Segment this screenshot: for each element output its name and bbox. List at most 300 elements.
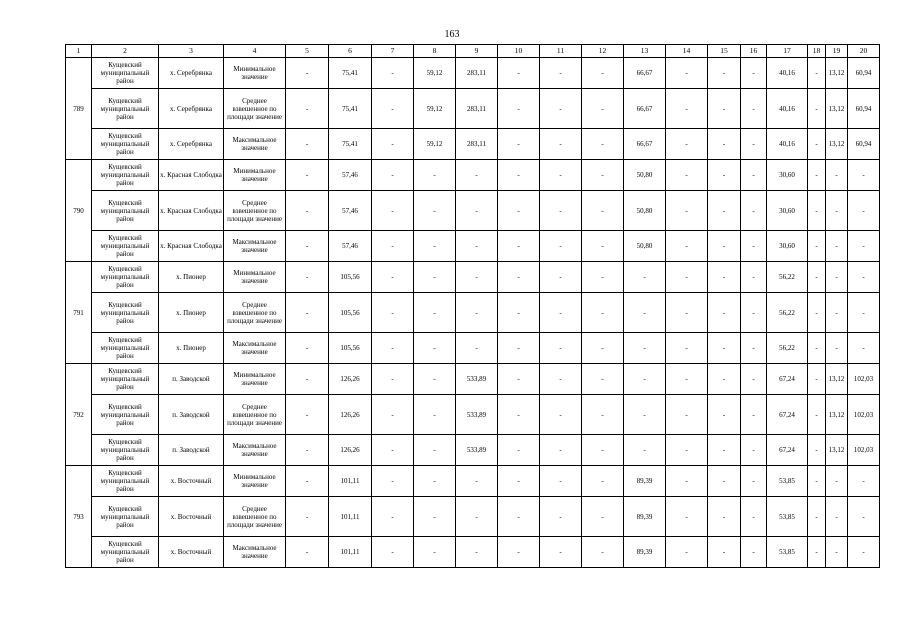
value-cell: - [708, 191, 741, 231]
value-cell: 66,67 [624, 58, 666, 89]
table-row [66, 58, 880, 89]
value-cell: - [414, 466, 456, 497]
table-row [66, 129, 880, 160]
value-cell: - [286, 231, 329, 262]
value-cell: - [808, 129, 826, 160]
locality-cell: х. Красная Слободка [159, 191, 224, 231]
page-number: 163 [444, 29, 460, 40]
locality-cell: х. Красная Слободка [159, 160, 224, 191]
value-cell: - [582, 129, 624, 160]
value-cell: - [286, 395, 329, 435]
value-cell: - [498, 497, 540, 537]
column-header: 19 [826, 45, 848, 58]
value-cell: - [741, 497, 767, 537]
table-row [66, 497, 880, 537]
value-cell: - [808, 89, 826, 129]
value-cell: - [624, 293, 666, 333]
district-cell: Кущевский муниципальный район [92, 129, 159, 160]
value-cell: - [708, 293, 741, 333]
value-cell: - [498, 58, 540, 89]
value-cell: 75,41 [329, 58, 372, 89]
value-cell: - [582, 537, 624, 568]
value-cell: - [372, 497, 414, 537]
value-cell: - [666, 537, 708, 568]
district-cell: Кущевский муниципальный район [92, 333, 159, 364]
locality-cell: п. Заводской [159, 395, 224, 435]
value-cell: 102,03 [848, 435, 880, 466]
column-number-row [66, 45, 880, 58]
value-cell: - [666, 395, 708, 435]
value-cell: - [286, 497, 329, 537]
value-cell: - [808, 395, 826, 435]
value-cell: - [498, 129, 540, 160]
value-cell: 533,89 [456, 395, 498, 435]
value-cell: - [808, 160, 826, 191]
value-cell: 126,26 [329, 435, 372, 466]
value-cell: - [540, 435, 582, 466]
value-cell: - [808, 333, 826, 364]
table-row [66, 395, 880, 435]
value-cell: - [808, 537, 826, 568]
value-cell: - [498, 333, 540, 364]
value-cell: 102,03 [848, 395, 880, 435]
value-cell: - [808, 262, 826, 293]
value-cell: - [708, 435, 741, 466]
column-header: 2 [92, 45, 159, 58]
district-cell: Кущевский муниципальный район [92, 293, 159, 333]
value-cell: - [540, 129, 582, 160]
value-type-cell: Среднее взвешенное по площади значение [224, 191, 286, 231]
value-cell: 105,56 [329, 262, 372, 293]
value-cell: - [540, 89, 582, 129]
table-row [66, 231, 880, 262]
value-cell: - [372, 466, 414, 497]
value-cell: - [666, 231, 708, 262]
value-cell: 283,11 [456, 129, 498, 160]
value-cell: 102,03 [848, 364, 880, 395]
value-cell: - [414, 333, 456, 364]
value-type-cell: Минимальное значение [224, 58, 286, 89]
value-cell: 13,12 [826, 129, 848, 160]
value-type-cell: Минимальное значение [224, 466, 286, 497]
value-cell: - [708, 58, 741, 89]
value-cell: - [582, 364, 624, 395]
value-cell: - [624, 435, 666, 466]
district-cell: Кущевский муниципальный район [92, 364, 159, 395]
value-cell: - [808, 231, 826, 262]
value-cell: - [666, 191, 708, 231]
value-cell: - [286, 293, 329, 333]
value-cell: - [848, 537, 880, 568]
value-cell: - [708, 537, 741, 568]
table-row [66, 89, 880, 129]
district-cell: Кущевский муниципальный район [92, 262, 159, 293]
value-cell: 57,46 [329, 231, 372, 262]
value-cell: - [741, 262, 767, 293]
value-cell: - [582, 466, 624, 497]
value-cell: - [624, 364, 666, 395]
value-cell: - [582, 58, 624, 89]
value-cell: - [708, 364, 741, 395]
column-header: 7 [372, 45, 414, 58]
value-cell: 53,85 [767, 537, 808, 568]
value-cell: - [582, 262, 624, 293]
value-cell: - [826, 262, 848, 293]
value-cell: 101,11 [329, 497, 372, 537]
locality-cell: х. Серебрянка [159, 58, 224, 89]
value-cell: - [286, 129, 329, 160]
value-type-cell: Среднее взвешенное по площади значение [224, 395, 286, 435]
column-header: 1 [66, 45, 92, 58]
value-cell: - [372, 333, 414, 364]
value-cell: 67,24 [767, 364, 808, 395]
value-cell: 57,46 [329, 191, 372, 231]
table-row [66, 333, 880, 364]
value-cell: 50,80 [624, 231, 666, 262]
district-cell: Кущевский муниципальный район [92, 89, 159, 129]
value-cell: - [372, 58, 414, 89]
value-cell: 75,41 [329, 89, 372, 129]
value-cell: 40,16 [767, 58, 808, 89]
value-cell: - [286, 160, 329, 191]
value-cell: - [666, 333, 708, 364]
value-type-cell: Максимальное значение [224, 435, 286, 466]
value-cell: - [372, 537, 414, 568]
locality-cell: х. Восточный [159, 497, 224, 537]
value-cell: 56,22 [767, 293, 808, 333]
value-cell: 101,11 [329, 466, 372, 497]
value-cell: - [741, 466, 767, 497]
value-type-cell: Минимальное значение [224, 262, 286, 293]
value-cell: - [666, 466, 708, 497]
value-cell: - [741, 333, 767, 364]
value-cell: - [456, 191, 498, 231]
value-cell: - [498, 160, 540, 191]
column-header: 15 [708, 45, 741, 58]
column-header: 18 [808, 45, 826, 58]
value-cell: 53,85 [767, 466, 808, 497]
value-cell: - [498, 435, 540, 466]
value-cell: 40,16 [767, 129, 808, 160]
value-cell: - [540, 395, 582, 435]
value-cell: - [741, 58, 767, 89]
value-cell: - [414, 191, 456, 231]
table-row [66, 262, 880, 293]
value-cell: - [826, 497, 848, 537]
value-cell: 50,80 [624, 191, 666, 231]
district-cell: Кущевский муниципальный район [92, 497, 159, 537]
column-header: 14 [666, 45, 708, 58]
district-cell: Кущевский муниципальный район [92, 466, 159, 497]
column-header: 20 [848, 45, 880, 58]
value-cell: - [456, 537, 498, 568]
value-type-cell: Среднее взвешенное по площади значение [224, 293, 286, 333]
value-cell: 66,67 [624, 89, 666, 129]
value-type-cell: Минимальное значение [224, 364, 286, 395]
value-cell: - [708, 160, 741, 191]
district-cell: Кущевский муниципальный район [92, 537, 159, 568]
value-cell: - [741, 435, 767, 466]
value-cell: - [540, 262, 582, 293]
value-cell: - [286, 333, 329, 364]
column-header: 11 [540, 45, 582, 58]
table-row [66, 466, 880, 497]
value-cell: 89,39 [624, 537, 666, 568]
value-cell: 53,85 [767, 497, 808, 537]
value-cell: - [826, 293, 848, 333]
value-cell: - [498, 395, 540, 435]
value-cell: - [808, 58, 826, 89]
value-cell: - [624, 333, 666, 364]
value-cell: 13,12 [826, 435, 848, 466]
value-cell: - [848, 262, 880, 293]
value-cell: - [286, 89, 329, 129]
value-cell: - [456, 160, 498, 191]
value-cell: - [540, 333, 582, 364]
value-cell: 30,60 [767, 191, 808, 231]
value-cell: - [540, 497, 582, 537]
column-header: 17 [767, 45, 808, 58]
district-cell: Кущевский муниципальный район [92, 191, 159, 231]
value-cell: 56,22 [767, 333, 808, 364]
value-cell: 60,94 [848, 129, 880, 160]
value-cell: 533,89 [456, 435, 498, 466]
value-cell: - [582, 160, 624, 191]
table-row [66, 364, 880, 395]
column-header: 10 [498, 45, 540, 58]
value-cell: 59,12 [414, 58, 456, 89]
value-cell: - [414, 364, 456, 395]
value-cell: - [741, 364, 767, 395]
value-cell: - [540, 58, 582, 89]
value-cell: 30,60 [767, 231, 808, 262]
value-cell: - [372, 293, 414, 333]
value-cell: - [582, 293, 624, 333]
value-cell: - [414, 497, 456, 537]
value-cell: - [456, 333, 498, 364]
value-cell: - [286, 191, 329, 231]
value-cell: - [286, 364, 329, 395]
value-cell: - [666, 89, 708, 129]
value-cell: 126,26 [329, 364, 372, 395]
value-cell: - [848, 293, 880, 333]
table-row [66, 160, 880, 191]
value-cell: - [666, 364, 708, 395]
locality-cell: х. Восточный [159, 537, 224, 568]
value-cell: - [708, 497, 741, 537]
locality-cell: х. Пионер [159, 293, 224, 333]
locality-cell: п. Заводской [159, 364, 224, 395]
district-cell: Кущевский муниципальный район [92, 395, 159, 435]
value-cell: 13,12 [826, 364, 848, 395]
value-cell: - [666, 58, 708, 89]
district-cell: Кущевский муниципальный район [92, 231, 159, 262]
value-cell: - [498, 293, 540, 333]
row-number: 791 [66, 262, 92, 364]
value-cell: - [498, 466, 540, 497]
value-cell: 126,26 [329, 395, 372, 435]
value-cell: 60,94 [848, 89, 880, 129]
value-cell: - [741, 395, 767, 435]
value-cell: - [666, 435, 708, 466]
value-cell: - [582, 89, 624, 129]
value-cell: - [741, 191, 767, 231]
value-cell: 13,12 [826, 58, 848, 89]
value-cell: - [414, 395, 456, 435]
value-cell: - [708, 262, 741, 293]
value-cell: 89,39 [624, 497, 666, 537]
table-row [66, 191, 880, 231]
value-cell: - [540, 231, 582, 262]
value-cell: 67,24 [767, 395, 808, 435]
column-header: 8 [414, 45, 456, 58]
value-cell: - [666, 293, 708, 333]
value-cell: - [414, 537, 456, 568]
value-type-cell: Минимальное значение [224, 160, 286, 191]
locality-cell: п. Заводской [159, 435, 224, 466]
value-cell: - [826, 191, 848, 231]
row-number: 792 [66, 364, 92, 466]
value-cell: - [826, 537, 848, 568]
value-cell: - [286, 262, 329, 293]
value-cell: - [498, 231, 540, 262]
column-header: 13 [624, 45, 666, 58]
locality-cell: х. Красная Слободка [159, 231, 224, 262]
value-cell: - [414, 231, 456, 262]
value-cell: - [741, 160, 767, 191]
value-cell: 56,22 [767, 262, 808, 293]
value-cell: - [741, 89, 767, 129]
value-cell: - [624, 395, 666, 435]
value-cell: - [414, 262, 456, 293]
value-cell: - [708, 395, 741, 435]
value-cell: - [826, 466, 848, 497]
value-cell: - [741, 293, 767, 333]
table-row [66, 537, 880, 568]
table-row [66, 293, 880, 333]
column-header: 9 [456, 45, 498, 58]
value-cell: - [582, 231, 624, 262]
value-cell: 50,80 [624, 160, 666, 191]
district-cell: Кущевский муниципальный район [92, 160, 159, 191]
value-cell: - [808, 435, 826, 466]
value-cell: - [666, 160, 708, 191]
value-cell: - [826, 333, 848, 364]
value-cell: - [414, 160, 456, 191]
value-cell: 67,24 [767, 435, 808, 466]
row-number: 789 [66, 58, 92, 160]
row-number: 793 [66, 466, 92, 568]
value-cell: 283,11 [456, 89, 498, 129]
value-type-cell: Максимальное значение [224, 537, 286, 568]
value-cell: - [848, 333, 880, 364]
value-cell: - [808, 497, 826, 537]
value-cell: - [540, 466, 582, 497]
value-type-cell: Среднее взвешенное по площади значение [224, 497, 286, 537]
value-cell: - [540, 364, 582, 395]
value-cell: - [498, 537, 540, 568]
value-cell: - [372, 435, 414, 466]
value-cell: 57,46 [329, 160, 372, 191]
column-header: 3 [159, 45, 224, 58]
column-header: 12 [582, 45, 624, 58]
data-table [65, 44, 880, 568]
value-cell: - [666, 129, 708, 160]
value-cell: - [456, 466, 498, 497]
value-cell: - [741, 129, 767, 160]
column-header: 6 [329, 45, 372, 58]
value-cell: 105,56 [329, 333, 372, 364]
value-cell: - [741, 231, 767, 262]
value-cell: - [372, 262, 414, 293]
value-cell: - [582, 333, 624, 364]
value-cell: - [708, 129, 741, 160]
district-cell: Кущевский муниципальный район [92, 58, 159, 89]
value-cell: - [848, 191, 880, 231]
value-cell: 89,39 [624, 466, 666, 497]
value-type-cell: Максимальное значение [224, 129, 286, 160]
value-cell: - [582, 497, 624, 537]
value-cell: - [372, 231, 414, 262]
value-cell: - [708, 89, 741, 129]
value-cell: - [414, 435, 456, 466]
value-cell: - [372, 395, 414, 435]
district-cell: Кущевский муниципальный район [92, 435, 159, 466]
value-cell: 13,12 [826, 395, 848, 435]
value-cell: 30,60 [767, 160, 808, 191]
value-cell: - [372, 89, 414, 129]
value-cell: 101,11 [329, 537, 372, 568]
value-cell: - [848, 497, 880, 537]
value-cell: - [582, 191, 624, 231]
value-cell: - [666, 497, 708, 537]
value-cell: - [372, 191, 414, 231]
value-cell: - [498, 364, 540, 395]
value-cell: - [372, 129, 414, 160]
value-cell: - [540, 293, 582, 333]
value-cell: - [414, 293, 456, 333]
table-row [66, 435, 880, 466]
value-cell: - [286, 58, 329, 89]
value-cell: - [286, 466, 329, 497]
value-cell: - [808, 293, 826, 333]
value-cell: 105,56 [329, 293, 372, 333]
value-cell: - [848, 231, 880, 262]
locality-cell: х. Восточный [159, 466, 224, 497]
value-cell: - [286, 537, 329, 568]
row-number: 790 [66, 160, 92, 262]
value-cell: - [708, 333, 741, 364]
value-cell: - [286, 435, 329, 466]
value-cell: - [848, 466, 880, 497]
value-cell: - [708, 466, 741, 497]
value-cell: 533,89 [456, 364, 498, 395]
value-cell: - [456, 231, 498, 262]
value-cell: - [498, 262, 540, 293]
locality-cell: х. Пионер [159, 262, 224, 293]
value-cell: 59,12 [414, 89, 456, 129]
value-cell: - [540, 537, 582, 568]
column-header: 16 [741, 45, 767, 58]
value-cell: - [498, 191, 540, 231]
value-cell: - [498, 89, 540, 129]
locality-cell: х. Серебрянка [159, 129, 224, 160]
column-header: 5 [286, 45, 329, 58]
value-cell: - [741, 537, 767, 568]
value-cell: - [808, 466, 826, 497]
locality-cell: х. Серебрянка [159, 89, 224, 129]
value-cell: 66,67 [624, 129, 666, 160]
